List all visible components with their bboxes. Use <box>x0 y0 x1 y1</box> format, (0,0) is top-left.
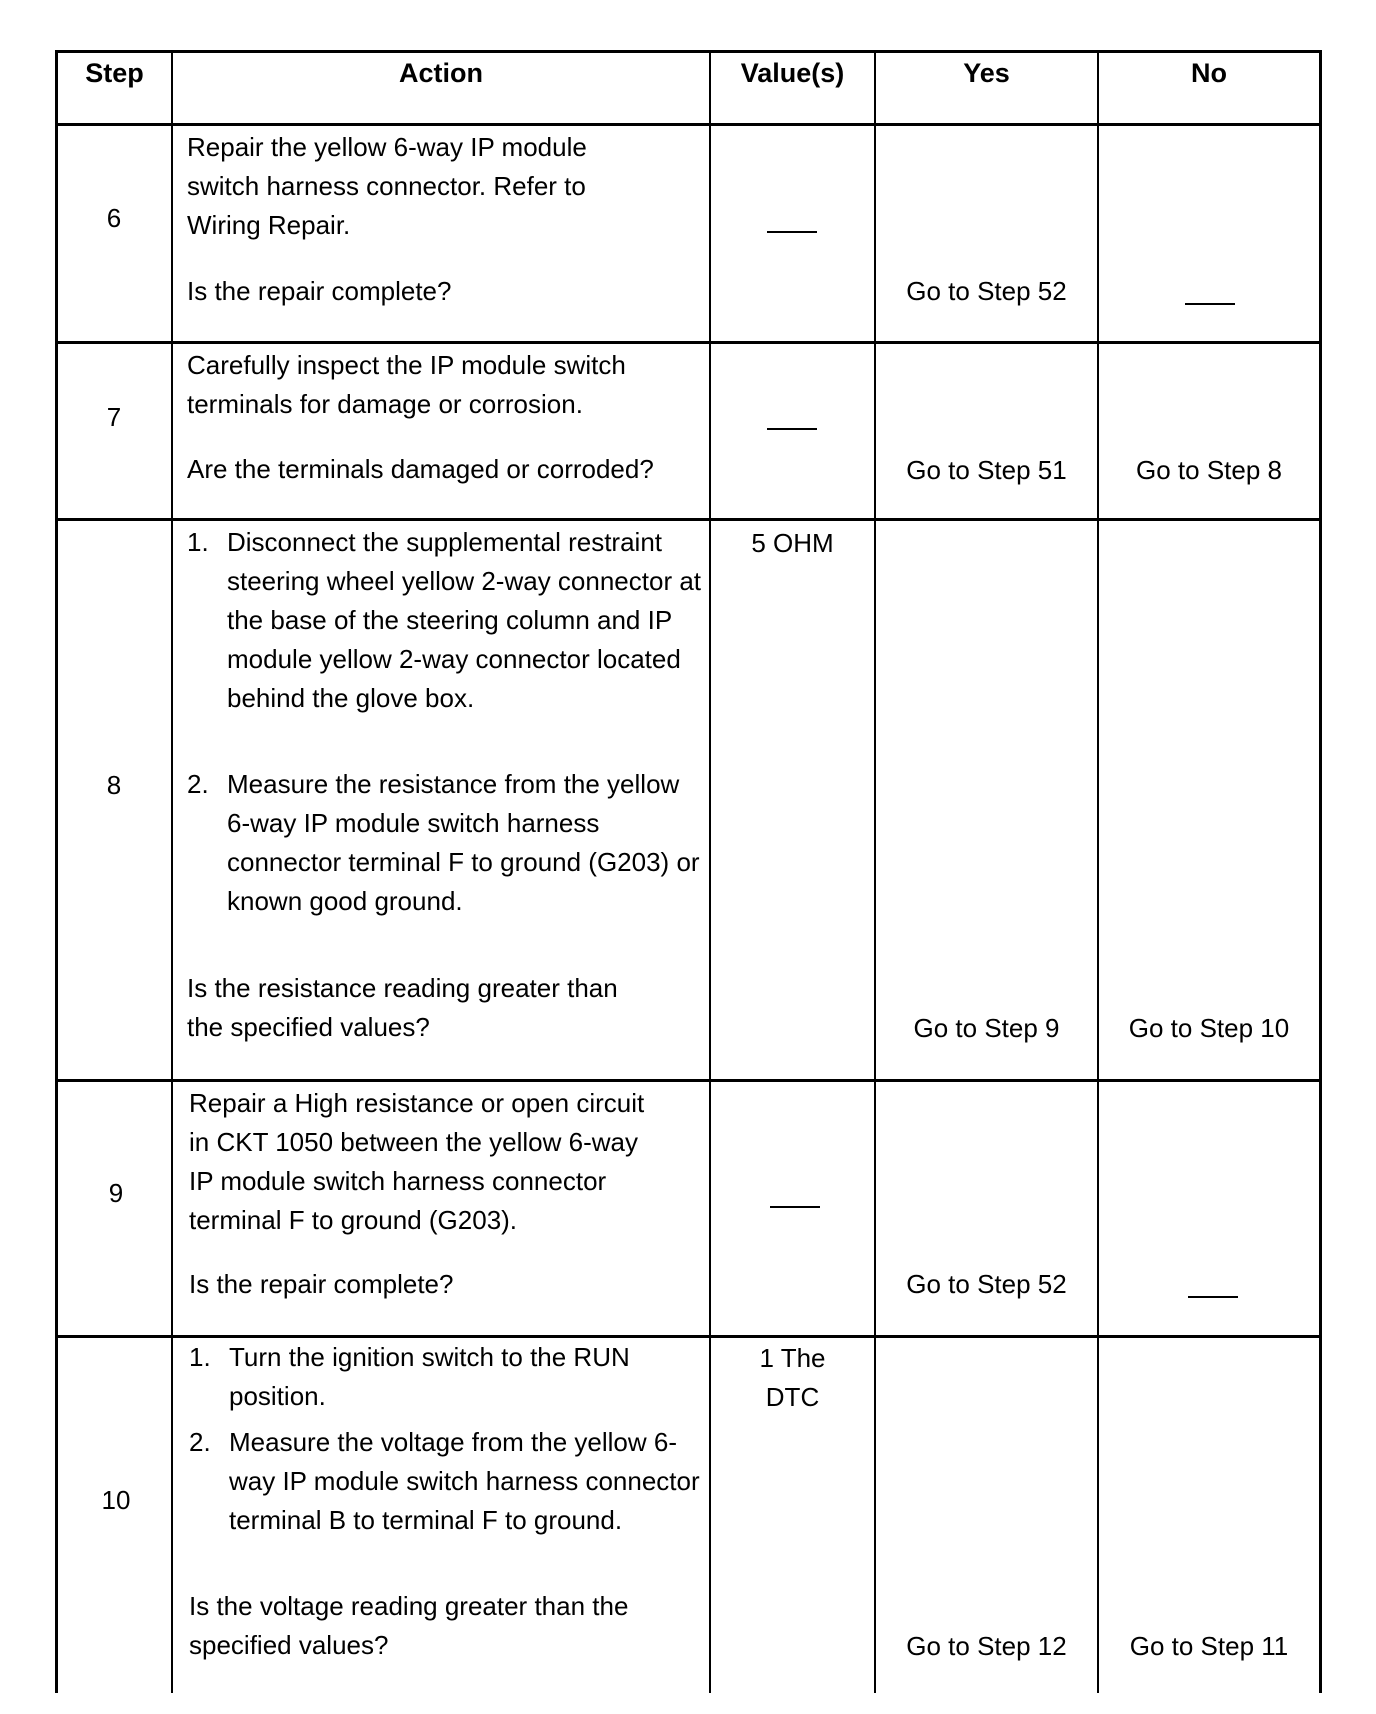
no-result: Go to Step 8 <box>1136 455 1282 485</box>
no-dash <box>1185 303 1235 305</box>
header-action: Action <box>399 58 483 88</box>
action-text: Repair the yellow 6-way IP module <box>187 132 587 162</box>
header-values: Value(s) <box>740 58 845 88</box>
step-number: 10 <box>101 1485 131 1515</box>
row-divider <box>55 518 1322 521</box>
step-number: 6 <box>106 203 122 233</box>
value-dash <box>767 231 817 233</box>
table-border-right <box>1319 50 1322 1693</box>
row-divider <box>55 1079 1322 1082</box>
header-yes: Yes <box>963 58 1010 88</box>
value-dash <box>767 428 817 430</box>
table-border-left <box>55 50 58 1693</box>
item-number: 1. <box>189 1342 211 1372</box>
action-question: Is the repair complete? <box>189 1269 454 1299</box>
value-spec: 5 OHM <box>751 528 834 558</box>
action-text: Carefully inspect the IP module switch <box>187 350 626 380</box>
table-border-top <box>55 50 1322 53</box>
action-step-item <box>189 1423 707 1540</box>
item-number: 1. <box>187 527 209 557</box>
yes-result: Go to Step 12 <box>906 1631 1067 1661</box>
step-number: 7 <box>106 402 122 432</box>
value-spec: DTC <box>765 1382 820 1412</box>
no-result: Go to Step 11 <box>1129 1631 1289 1661</box>
action-question: the specified values? <box>187 1012 430 1042</box>
action-text: IP module switch harness connector <box>189 1166 607 1196</box>
item-text: Measure the voltage from the yellow 6-way IP module switch harness connector terminal B to terminal F to ground. <box>229 1427 700 1535</box>
yes-result: Go to Step 52 <box>906 276 1067 306</box>
yes-result: Go to Step 9 <box>913 1013 1060 1043</box>
yes-result: Go to Step 52 <box>906 1269 1067 1299</box>
value-spec: 1 The <box>759 1343 826 1373</box>
action-question: Is the resistance reading greater than <box>187 973 618 1003</box>
action-question: Is the voltage reading greater than the <box>189 1591 629 1621</box>
item-text: Turn the ignition switch to the RUN position. <box>229 1342 630 1411</box>
action-question: Is the repair complete? <box>187 276 452 306</box>
no-result: Go to Step 10 <box>1128 1013 1290 1043</box>
step-number: 9 <box>108 1178 124 1208</box>
action-step-item <box>189 1338 707 1416</box>
action-question: specified values? <box>189 1630 389 1660</box>
action-text: Wiring Repair. <box>187 210 351 240</box>
column-divider-step-action <box>171 50 173 1693</box>
action-text: in CKT 1050 between the yellow 6-way <box>189 1127 638 1157</box>
action-text: terminals for damage or corrosion. <box>187 389 583 419</box>
action-text: Repair a High resistance or open circuit <box>189 1088 645 1118</box>
item-text: Measure the resistance from the yellow 6-way IP module switch harness connector terminal F to ground (G203) or known good ground. <box>227 769 700 916</box>
action-text: switch harness connector. Refer to <box>187 171 586 201</box>
action-question: Are the terminals damaged or corroded? <box>187 454 654 484</box>
no-dash <box>1188 1296 1238 1298</box>
column-divider-action-values <box>709 50 711 1693</box>
action-step-item <box>187 765 705 921</box>
action-step-item <box>187 523 705 718</box>
row-divider <box>55 341 1322 344</box>
value-dash <box>770 1206 820 1208</box>
header-no: No <box>1191 58 1227 88</box>
item-number: 2. <box>187 769 209 799</box>
yes-result: Go to Step 51 <box>906 455 1067 485</box>
item-text: Disconnect the supplemental restraint steering wheel yellow 2-way connector at the base of the steering column and IP module yellow 2-way connector located behind the glove box. <box>227 527 702 713</box>
header-divider <box>55 123 1322 126</box>
item-number: 2. <box>189 1427 211 1457</box>
column-divider-yes-no <box>1097 50 1099 1693</box>
header-step: Step <box>85 58 144 88</box>
action-text: terminal F to ground (G203). <box>189 1205 518 1235</box>
step-number: 8 <box>106 770 122 800</box>
